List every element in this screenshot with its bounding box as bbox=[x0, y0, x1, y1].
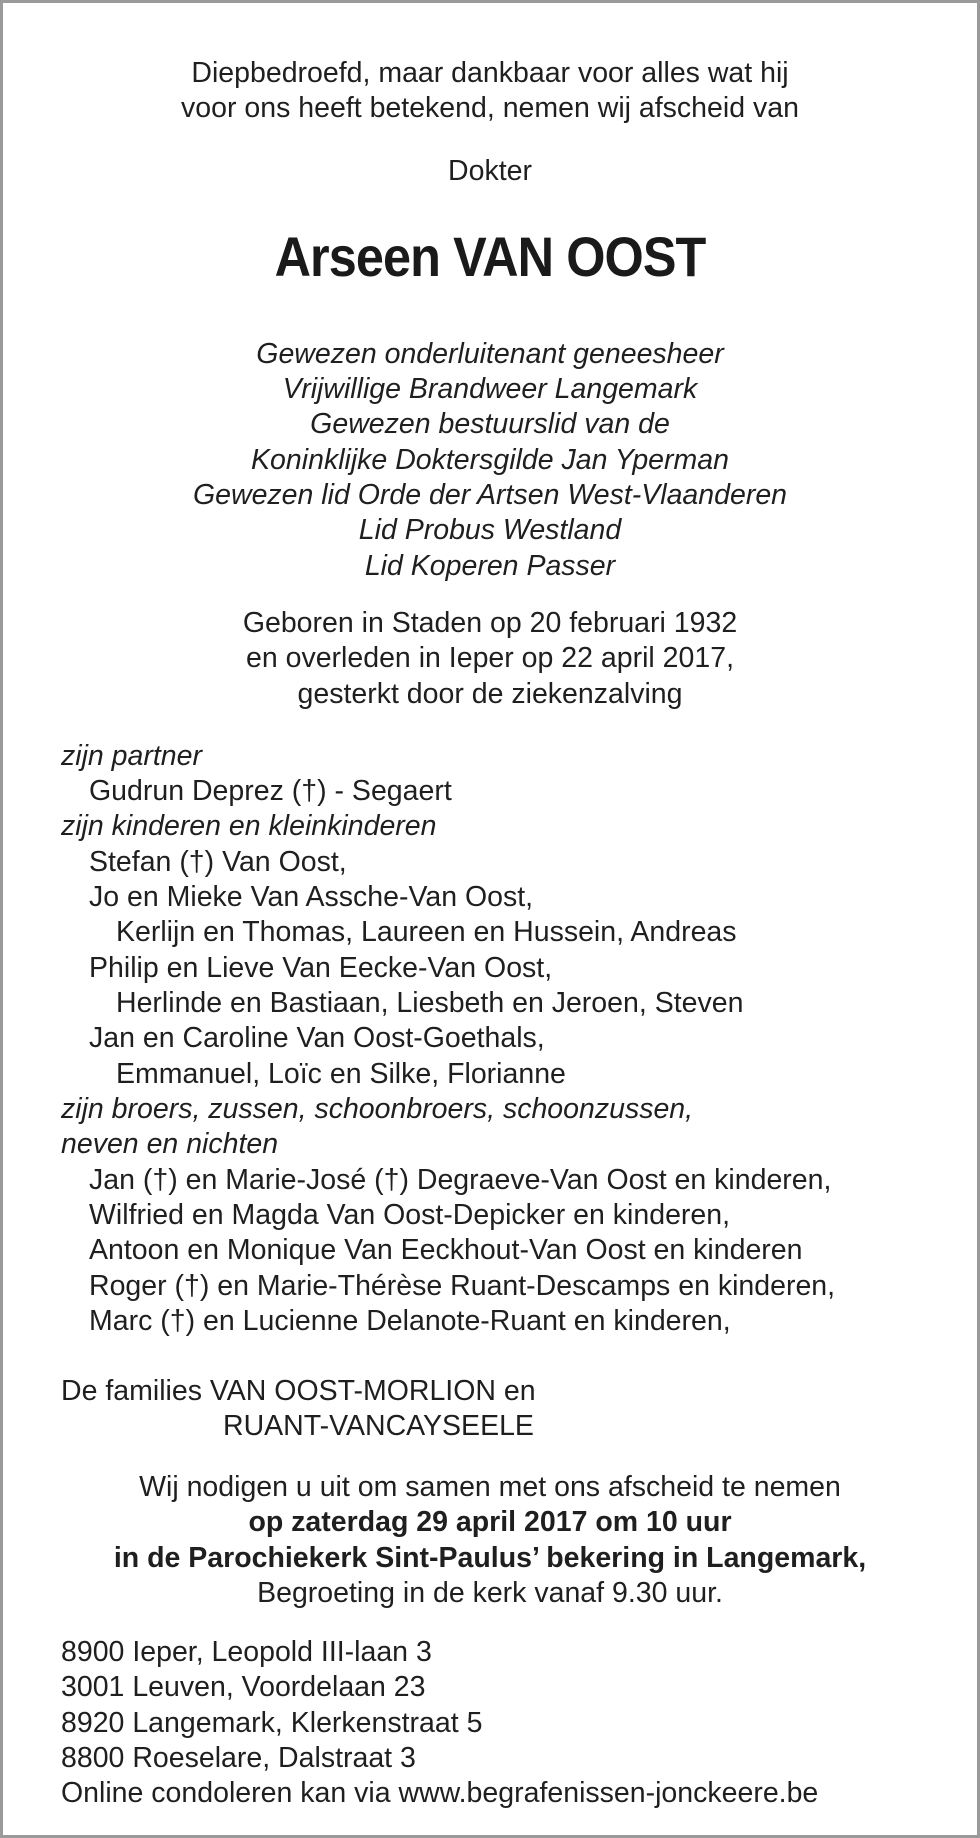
death-line: en overleden in Ieper op 22 april 2017, bbox=[245, 642, 735, 674]
grandchildren-line: Kerlijn en Thomas, Laureen en Hussein, Andreas bbox=[116, 916, 737, 948]
title-line-4: Koninklijke Doktersgilde Jan Yperman bbox=[251, 444, 729, 476]
title-line-6: Lid Probus Westland bbox=[358, 514, 622, 546]
sibling-line: Wilfried en Magda Van Oost-Depicker en kinderen, bbox=[89, 1199, 731, 1231]
condolence-line: Online condoleren kan via www.begrafenissen-jonckeere.be bbox=[61, 1777, 819, 1809]
address-line: 8900 Ieper, Leopold III-laan 3 bbox=[61, 1636, 432, 1668]
siblings-heading-line-2: neven en nichten bbox=[61, 1128, 279, 1160]
intro-line-1: Diepbedroefd, maar dankbaar voor alles wat hij bbox=[191, 57, 789, 89]
title-line-1: Gewezen onderluitenant geneesheer bbox=[256, 338, 724, 370]
families-line-1: De families VAN OOST-MORLION en bbox=[61, 1375, 536, 1407]
title-line-7: Lid Koperen Passer bbox=[364, 550, 616, 582]
siblings-heading-line-1: zijn broers, zussen, schoonbroers, schoonzussen, bbox=[61, 1093, 694, 1125]
honorific: Dokter bbox=[448, 155, 532, 187]
grandchildren-line: Emmanuel, Loïc en Silke, Florianne bbox=[116, 1058, 566, 1090]
sibling-line: Roger (†) en Marie-Thérèse Ruant-Descamps en kinderen, bbox=[89, 1270, 836, 1302]
family-member: Philip en Lieve Van Eecke-Van Oost, bbox=[89, 952, 553, 984]
children-heading: zijn kinderen en kleinkinderen bbox=[61, 810, 437, 842]
family-member: Jan en Caroline Van Oost-Goethals, bbox=[89, 1022, 545, 1054]
title-line-2: Vrijwillige Brandweer Langemark bbox=[282, 373, 698, 405]
family-member: Jo en Mieke Van Assche-Van Oost, bbox=[89, 881, 534, 913]
service-invitation: Wij nodigen u uit om samen met ons afscheid te nemen bbox=[139, 1471, 841, 1503]
partner-name: Gudrun Deprez (†) - Segaert bbox=[89, 775, 452, 807]
title-line-5: Gewezen lid Orde der Artsen West-Vlaanderen bbox=[192, 479, 788, 511]
partner-heading: zijn partner bbox=[61, 740, 202, 772]
sibling-line: Marc (†) en Lucienne Delanote-Ruant en kinderen, bbox=[89, 1305, 731, 1337]
intro-line-2: voor ons heeft betekend, nemen wij afscheid van bbox=[181, 92, 799, 124]
service-location: in de Parochiekerk Sint-Paulus’ bekering in Langemark, bbox=[113, 1542, 867, 1574]
address-line: 8800 Roeselare, Dalstraat 3 bbox=[61, 1742, 416, 1774]
service-date-time: op zaterdag 29 april 2017 om 10 uur bbox=[248, 1506, 732, 1538]
address-line: 8920 Langemark, Klerkenstraat 5 bbox=[61, 1707, 483, 1739]
sibling-line: Jan (†) en Marie-José (†) Degraeve-Van Oost en kinderen, bbox=[89, 1164, 832, 1196]
sacrament-line: gesterkt door de ziekenzalving bbox=[297, 678, 683, 710]
birth-line: Geboren in Staden op 20 februari 1932 bbox=[242, 607, 738, 639]
service-greeting: Begroeting in de kerk vanaf 9.30 uur. bbox=[257, 1577, 723, 1609]
grandchildren-line: Herlinde en Bastiaan, Liesbeth en Jeroen, Steven bbox=[116, 987, 744, 1019]
title-line-3: Gewezen bestuurslid van de bbox=[310, 408, 670, 440]
family-member: Stefan (†) Van Oost, bbox=[89, 846, 347, 878]
sibling-line: Antoon en Monique Van Eeckhout-Van Oost en kinderen bbox=[89, 1234, 803, 1266]
deceased-name: Arseen VAN OOST bbox=[274, 225, 706, 288]
address-line: 3001 Leuven, Voordelaan 23 bbox=[61, 1671, 426, 1703]
families-line-2: RUANT-VANCAYSEELE bbox=[223, 1410, 534, 1442]
